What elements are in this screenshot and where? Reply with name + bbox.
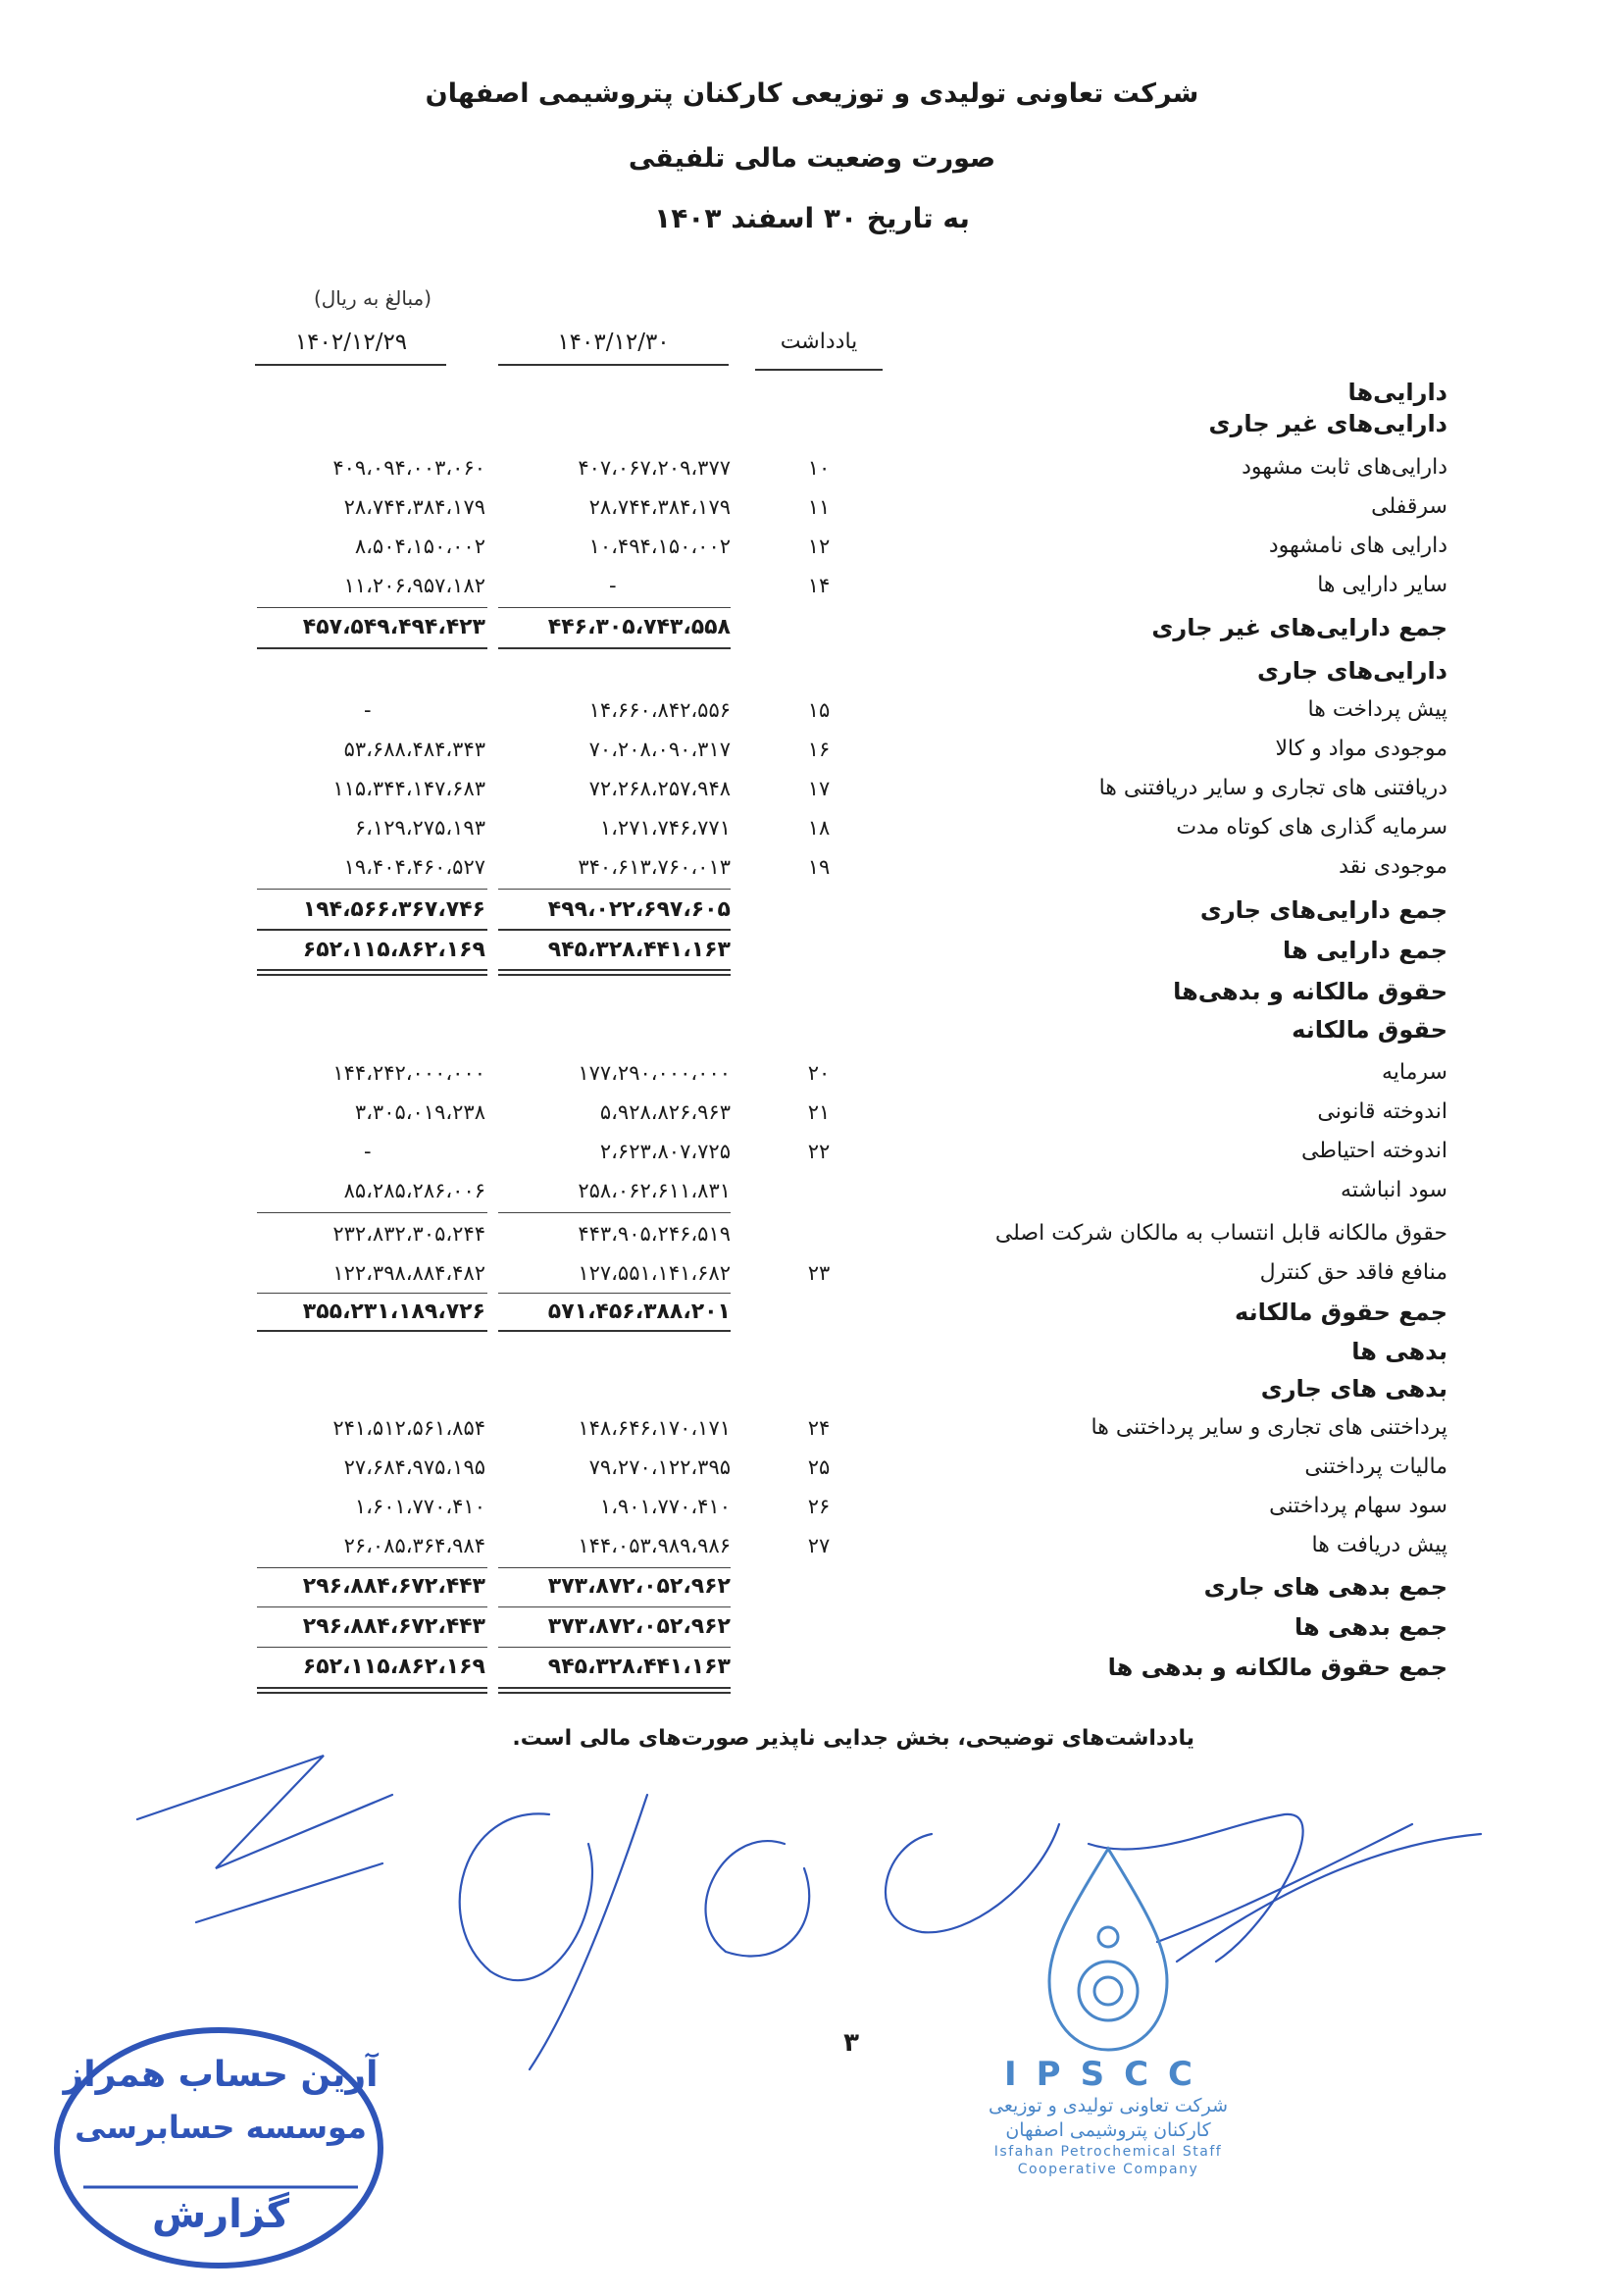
value-prior: ۲۹۶،۸۸۴،۶۷۲،۴۴۳	[302, 1574, 485, 1599]
value-prior: ۴۰۹،۰۹۴،۰۰۳،۰۶۰	[332, 456, 485, 480]
stamp-report: گزارش	[151, 2192, 290, 2237]
value-prior: ۱۹،۴۰۴،۴۶۰،۵۲۷	[343, 855, 485, 879]
stamp-firm-name: آرین حساب همراز	[63, 2055, 379, 2095]
signature-3	[706, 1841, 810, 1956]
value-prior: ۲۹۶،۸۸۴،۶۷۲،۴۴۳	[302, 1614, 485, 1639]
value-current: ۱۰،۴۹۴،۱۵۰،۰۰۲	[588, 535, 731, 558]
row-note: ۲۱	[807, 1100, 831, 1124]
row-label: سایر دارایی ها	[1317, 573, 1447, 597]
value-prior: ۲۸،۷۴۴،۳۸۴،۱۷۹	[343, 495, 485, 519]
value-current: ۹۴۵،۳۲۸،۴۴۱،۱۶۳	[547, 1655, 731, 1679]
signature-2	[460, 1813, 592, 1980]
row-note: ۱۴	[807, 574, 831, 597]
value-prior: ۱۴۴،۲۴۲،۰۰۰،۰۰۰	[332, 1061, 485, 1085]
value-prior: ۳۵۵،۲۳۱،۱۸۹،۷۲۶	[302, 1300, 485, 1324]
column-header-prior-year: ۱۴۰۲/۱۲/۲۹	[294, 330, 408, 355]
row-label: جمع بدهی ها	[1294, 1613, 1447, 1641]
value-prior: ۶۵۲،۱۱۵،۸۶۲،۱۶۹	[302, 938, 485, 962]
row-label: پرداختنی های تجاری و سایر پرداختنی ها	[1091, 1415, 1447, 1440]
value-prior: ۱،۶۰۱،۷۷۰،۴۱۰	[354, 1495, 485, 1518]
row-label: اندوخته احتیاطی	[1301, 1139, 1447, 1163]
row-label: دارایی‌های ثابت مشهود	[1242, 455, 1447, 480]
auditor-stamp	[44, 2015, 397, 2280]
column-header-note: یادداشت	[780, 330, 858, 354]
row-label: دارایی‌های غیر جاری	[1208, 410, 1447, 437]
row-note: ۱۵	[807, 698, 831, 722]
row-note: ۲۵	[807, 1455, 831, 1479]
column-header-current-year: ۱۴۰۳/۱۲/۳۰	[557, 330, 670, 355]
row-label: سرقفلی	[1371, 494, 1447, 519]
value-prior: ۲۷،۶۸۴،۹۷۵،۱۹۵	[343, 1455, 485, 1479]
value-current: ۲۵۸،۰۶۲،۶۱۱،۸۳۱	[578, 1179, 731, 1202]
company-name: شرکت تعاونی تولیدی و توزیعی کارکنان پتروشیمی اصفهان	[425, 78, 1199, 109]
signature-1	[137, 1756, 392, 1868]
row-label: پیش دریافت ها	[1311, 1533, 1447, 1557]
value-current: ۱۲۷،۵۵۱،۱۴۱،۶۸۲	[578, 1261, 731, 1285]
statement-date: به تاریخ ۳۰ اسفند ۱۴۰۳	[654, 202, 970, 234]
company-logo	[981, 2055, 1236, 2178]
row-label: بدهی ها	[1351, 1338, 1447, 1365]
value-current: ۴۴۶،۳۰۵،۷۴۳،۵۵۸	[547, 615, 731, 639]
page-number: ۳	[843, 2028, 859, 2058]
value-current: ۵۷۱،۴۵۶،۳۸۸،۲۰۱	[547, 1300, 731, 1324]
footnote: یادداشت‌های توضیحی، بخش جدایی ناپذیر صورت‌های مالی است.	[512, 1726, 1194, 1751]
value-current: ۲۸،۷۴۴،۳۸۴،۱۷۹	[588, 495, 731, 519]
row-label: جمع حقوق مالکانه	[1235, 1299, 1447, 1326]
row-label: سود سهام پرداختنی	[1269, 1494, 1447, 1518]
row-note: ۱۶	[807, 738, 831, 761]
row-note: ۱۲	[807, 535, 831, 558]
row-label: دارایی های نامشهود	[1268, 534, 1447, 558]
row-label: جمع بدهی های جاری	[1203, 1573, 1447, 1601]
value-current: ۷۹،۲۷۰،۱۲۲،۳۹۵	[588, 1455, 731, 1479]
row-label: موجودی نقد	[1339, 854, 1447, 879]
value-prior: ۸،۵۰۴،۱۵۰،۰۰۲	[354, 535, 485, 558]
value-current: ۵،۹۲۸،۸۲۶،۹۶۳	[599, 1100, 731, 1124]
row-label: حقوق مالکانه	[1292, 1016, 1447, 1044]
row-label: جمع دارایی‌های جاری	[1199, 896, 1447, 924]
value-prior: ۱۱۵،۳۴۴،۱۴۷،۶۸۳	[332, 777, 485, 800]
row-note: ۲۲	[807, 1140, 831, 1163]
logo-en-line2: Cooperative Company	[1017, 2162, 1199, 2177]
row-label: دریافتنی های تجاری و سایر دریافتنی ها	[1098, 776, 1447, 800]
value-prior: ۵۳،۶۸۸،۴۸۴،۳۴۳	[343, 738, 485, 761]
value-prior: ۲۳۲،۸۳۲،۳۰۵،۲۴۴	[332, 1222, 485, 1246]
value-prior: ۱۱،۲۰۶،۹۵۷،۱۸۲	[343, 574, 485, 597]
value-prior: ۱۹۴،۵۶۶،۳۶۷،۷۴۶	[302, 897, 485, 922]
value-current: ۱۷۷،۲۹۰،۰۰۰،۰۰۰	[578, 1061, 731, 1085]
value-current: ۱۴۴،۰۵۳،۹۸۹،۹۸۶	[578, 1534, 731, 1557]
row-label: پیش پرداخت ها	[1307, 697, 1447, 722]
value-prior: ۱۲۲،۳۹۸،۸۸۴،۴۸۲	[332, 1261, 485, 1285]
value-current: ۷۰،۲۰۸،۰۹۰،۳۱۷	[588, 738, 731, 761]
row-label: حقوق مالکانه و بدهی‌ها	[1173, 978, 1447, 1005]
row-label: جمع دارایی‌های غیر جاری	[1151, 614, 1447, 641]
value-prior: -	[363, 1140, 373, 1163]
signature-6	[1177, 1834, 1481, 1962]
logo-fa-line2: کارکنان پتروشیمی اصفهان	[1005, 2119, 1211, 2141]
row-note: ۱۹	[807, 855, 831, 879]
value-current: ۲،۶۲۳،۸۰۷،۷۲۵	[599, 1140, 731, 1163]
row-note: ۲۶	[807, 1495, 831, 1518]
row-label: دارایی‌های جاری	[1256, 657, 1447, 685]
value-prior: ۲۴۱،۵۱۲،۵۶۱،۸۵۴	[332, 1416, 485, 1440]
value-prior: ۲۶،۰۸۵،۳۶۴،۹۸۴	[343, 1534, 485, 1557]
currency-unit: (مبالغ به ریال)	[313, 286, 432, 310]
value-current: ۴۰۷،۰۶۷،۲۰۹،۳۷۷	[578, 456, 731, 480]
value-current: ۳۷۳،۸۷۲،۰۵۲،۹۶۲	[547, 1614, 731, 1639]
statement-title: صورت وضعیت مالی تلفیقی	[628, 143, 996, 174]
logo-en-line1: Isfahan Petrochemical Staff	[993, 2144, 1223, 2160]
signature-2-slash	[530, 1795, 647, 2069]
value-current: ۱،۲۷۱،۷۴۶،۷۷۱	[599, 816, 731, 840]
row-label: منافع فاقد حق کنترل	[1259, 1260, 1447, 1285]
row-label: بدهی های جاری	[1260, 1375, 1447, 1402]
value-prior: ۶۵۲،۱۱۵،۸۶۲،۱۶۹	[302, 1655, 485, 1679]
row-note: ۲۴	[807, 1416, 831, 1440]
row-label: جمع دارایی ها	[1282, 937, 1447, 964]
value-current: ۴۴۳،۹۰۵،۲۴۶،۵۱۹	[578, 1222, 731, 1246]
row-label: سود انباشته	[1340, 1178, 1447, 1202]
value-current: -	[608, 574, 618, 597]
signature-1-line	[196, 1863, 382, 1922]
value-prior: ۳،۳۰۵،۰۱۹،۲۳۸	[354, 1100, 485, 1124]
row-note: ۱۸	[807, 816, 831, 840]
row-label: دارایی‌ها	[1347, 379, 1447, 406]
value-current: ۱،۹۰۱،۷۷۰،۴۱۰	[599, 1495, 731, 1518]
value-current: ۷۲،۲۶۸،۲۵۷،۹۴۸	[588, 777, 731, 800]
row-label: مالیات پرداختنی	[1304, 1454, 1447, 1479]
row-note: ۲۰	[807, 1061, 831, 1085]
row-label: جمع حقوق مالکانه و بدهی ها	[1107, 1654, 1447, 1681]
signature-4	[886, 1824, 1059, 1932]
signature-5	[1089, 1814, 1303, 1962]
logo-letters: IPSCC	[1004, 2055, 1212, 2094]
logo-fa-line1: شرکت تعاونی تولیدی و توزیعی	[988, 2095, 1229, 2116]
value-current: ۱۴،۶۶۰،۸۴۲،۵۵۶	[588, 698, 731, 722]
value-current: ۳۷۳،۸۷۲،۰۵۲،۹۶۲	[547, 1574, 731, 1599]
value-prior: ۸۵،۲۸۵،۲۸۶،۰۰۶	[343, 1179, 485, 1202]
row-note: ۱۰	[807, 456, 831, 480]
value-current: ۴۹۹،۰۲۲،۶۹۷،۶۰۵	[547, 897, 731, 922]
stamp-firm-type: موسسه حسابرسی	[75, 2109, 367, 2146]
row-label: اندوخته قانونی	[1317, 1099, 1447, 1124]
value-current: ۱۴۸،۶۴۶،۱۷۰،۱۷۱	[578, 1416, 731, 1440]
value-current: ۳۴۰،۶۱۳،۷۶۰،۰۱۳	[578, 855, 731, 879]
row-note: ۱۱	[807, 495, 831, 519]
row-label: موجودی مواد و کالا	[1275, 737, 1447, 761]
row-label: سرمایه گذاری های کوتاه مدت	[1176, 815, 1447, 840]
value-current: ۹۴۵،۳۲۸،۴۴۱،۱۶۳	[547, 938, 731, 962]
row-label: حقوق مالکانه قابل انتساب به مالکان شرکت اصلی	[994, 1221, 1447, 1246]
value-prior: ۴۵۷،۵۴۹،۴۹۴،۴۲۳	[302, 615, 485, 639]
value-prior: -	[363, 698, 373, 722]
value-prior: ۶،۱۲۹،۲۷۵،۱۹۳	[354, 816, 485, 840]
row-note: ۲۷	[807, 1534, 831, 1557]
row-label: سرمایه	[1382, 1060, 1447, 1085]
logo-emblem	[1049, 1849, 1167, 2050]
row-note: ۱۷	[807, 777, 831, 800]
row-note: ۲۳	[807, 1261, 831, 1285]
